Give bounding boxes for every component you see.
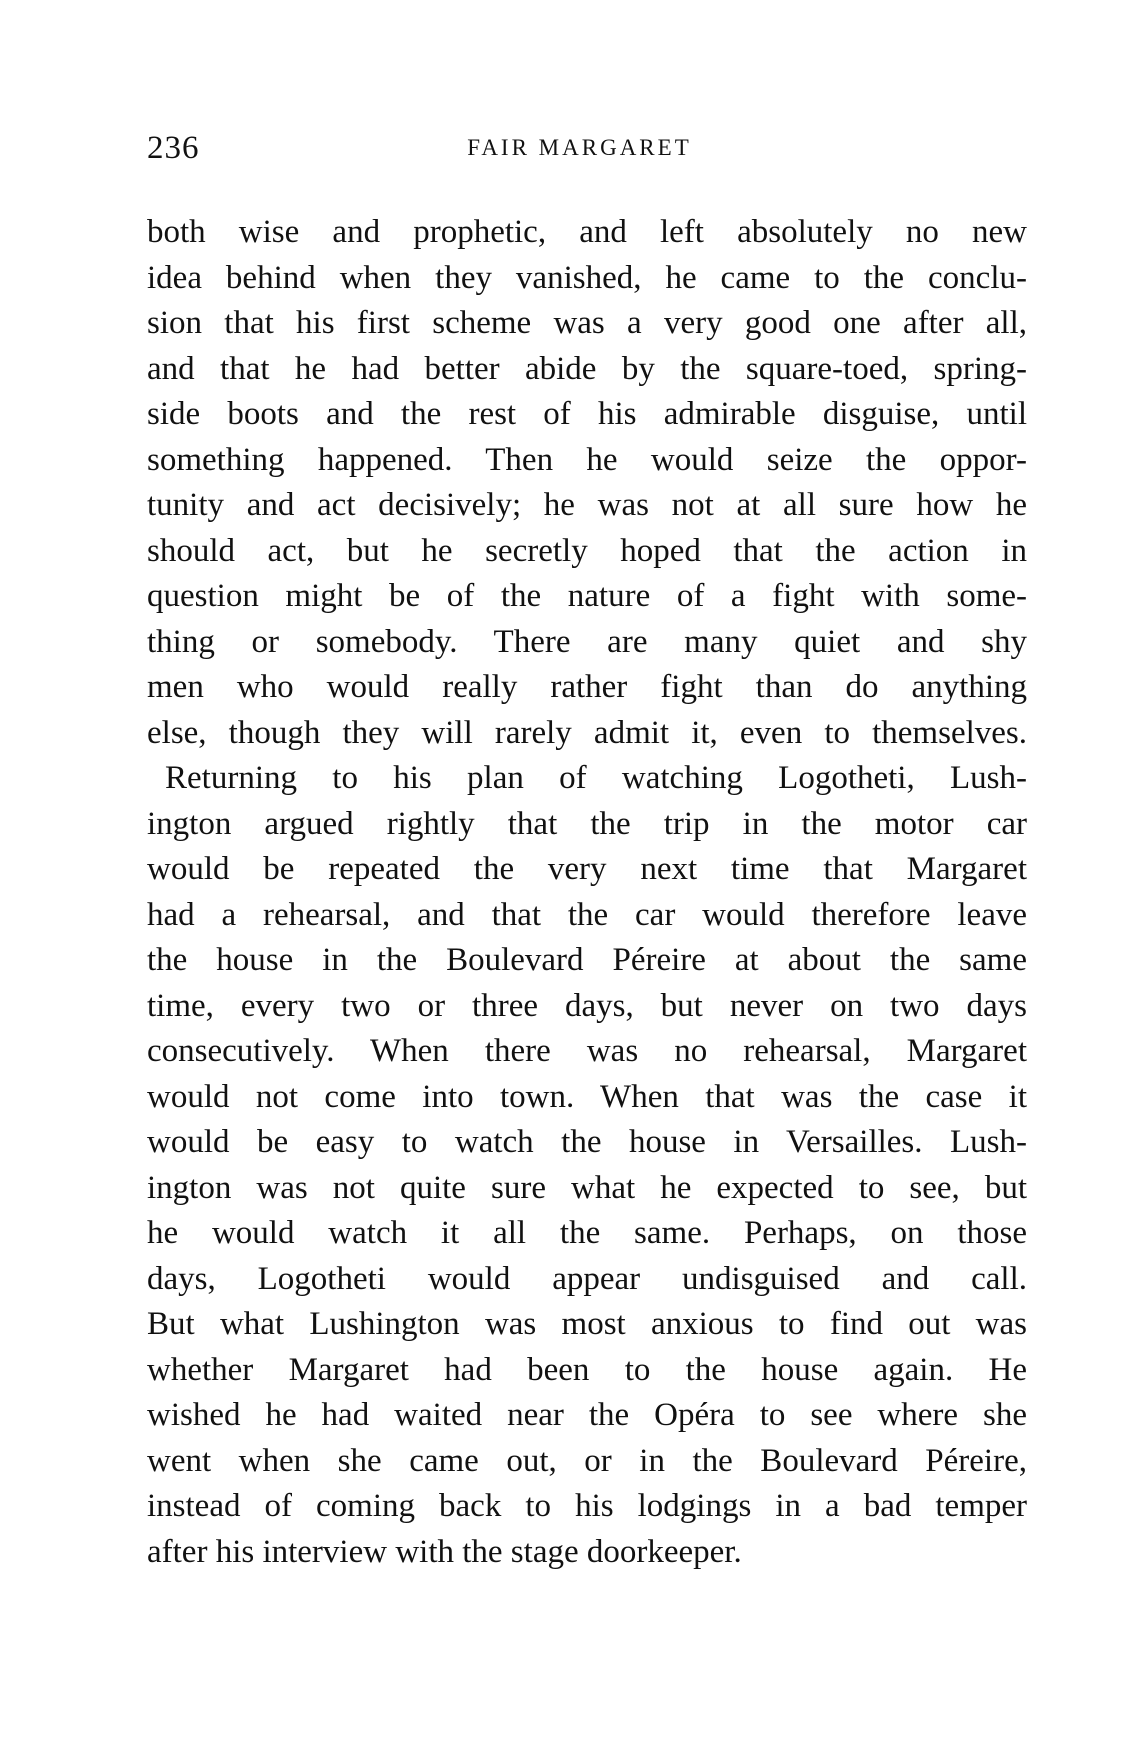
paragraph-first-line: Returning to his plan of watching Logotheti, Lush-: [165, 760, 1027, 796]
text-line: both wise and prophetic, and left absolutely no new: [147, 214, 1027, 250]
text-line: days, Logotheti would appear undisguised and call.: [147, 1260, 1027, 1297]
text-line: thing or somebody. There are many quiet and shy: [147, 623, 1027, 660]
text-line: would be easy to watch the house in Versailles. Lush-: [147, 1124, 1027, 1160]
text-line: went when she came out, or in the Boulevard Péreire,: [147, 1442, 1027, 1479]
text-line: consecutively. When there was no rehearsal, Margaret: [147, 1033, 1027, 1069]
text-line: had a rehearsal, and that the car would therefore leave: [147, 896, 1027, 933]
text-line: question might be of the nature of a fight with some-: [147, 578, 1027, 614]
text-line: wished he had waited near the Opéra to see where she: [147, 1397, 1027, 1433]
text-line: ington was not quite sure what he expected to see, but: [147, 1169, 1027, 1206]
text-line: the house in the Boulevard Péreire at about the same: [147, 942, 1027, 978]
text-line: But what Lushington was most anxious to find out was: [147, 1306, 1027, 1342]
running-title: FAIR MARGARET: [467, 135, 692, 160]
body-text: [147, 210, 1027, 1575]
text-line: something happened. Then he would seize the oppor-: [147, 441, 1027, 478]
page-number: 236: [147, 130, 200, 166]
text-line: whether Margaret had been to the house again. He: [147, 1351, 1027, 1388]
text-line: sion that his first scheme was a very good one after all,: [147, 305, 1027, 341]
text-line: men who would really rather fight than do anything: [147, 669, 1027, 705]
text-line: would be repeated the very next time that Margaret: [147, 851, 1027, 887]
text-line: would not come into town. When that was the case it: [147, 1078, 1027, 1115]
text-line: else, though they will rarely admit it, even to themselves.: [147, 714, 1027, 751]
text-line: idea behind when they vanished, he came to the conclu-: [147, 259, 1027, 296]
paragraph-last-line: after his interview with the stage doorkeeper.: [147, 1533, 742, 1570]
text-line: side boots and the rest of his admirable disguise, until: [147, 396, 1027, 432]
text-line: tunity and act decisively; he was not at all sure how he: [147, 487, 1027, 523]
running-head: [147, 128, 1012, 168]
text-line: and that he had better abide by the square-toed, spring-: [147, 350, 1027, 387]
text-line: should act, but he secretly hoped that the action in: [147, 532, 1027, 569]
text-line: he would watch it all the same. Perhaps, on those: [147, 1215, 1027, 1251]
text-line: instead of coming back to his lodgings in a bad temper: [147, 1488, 1027, 1524]
text-line: ington argued rightly that the trip in the motor car: [147, 805, 1027, 842]
text-line: time, every two or three days, but never on two days: [147, 987, 1027, 1024]
